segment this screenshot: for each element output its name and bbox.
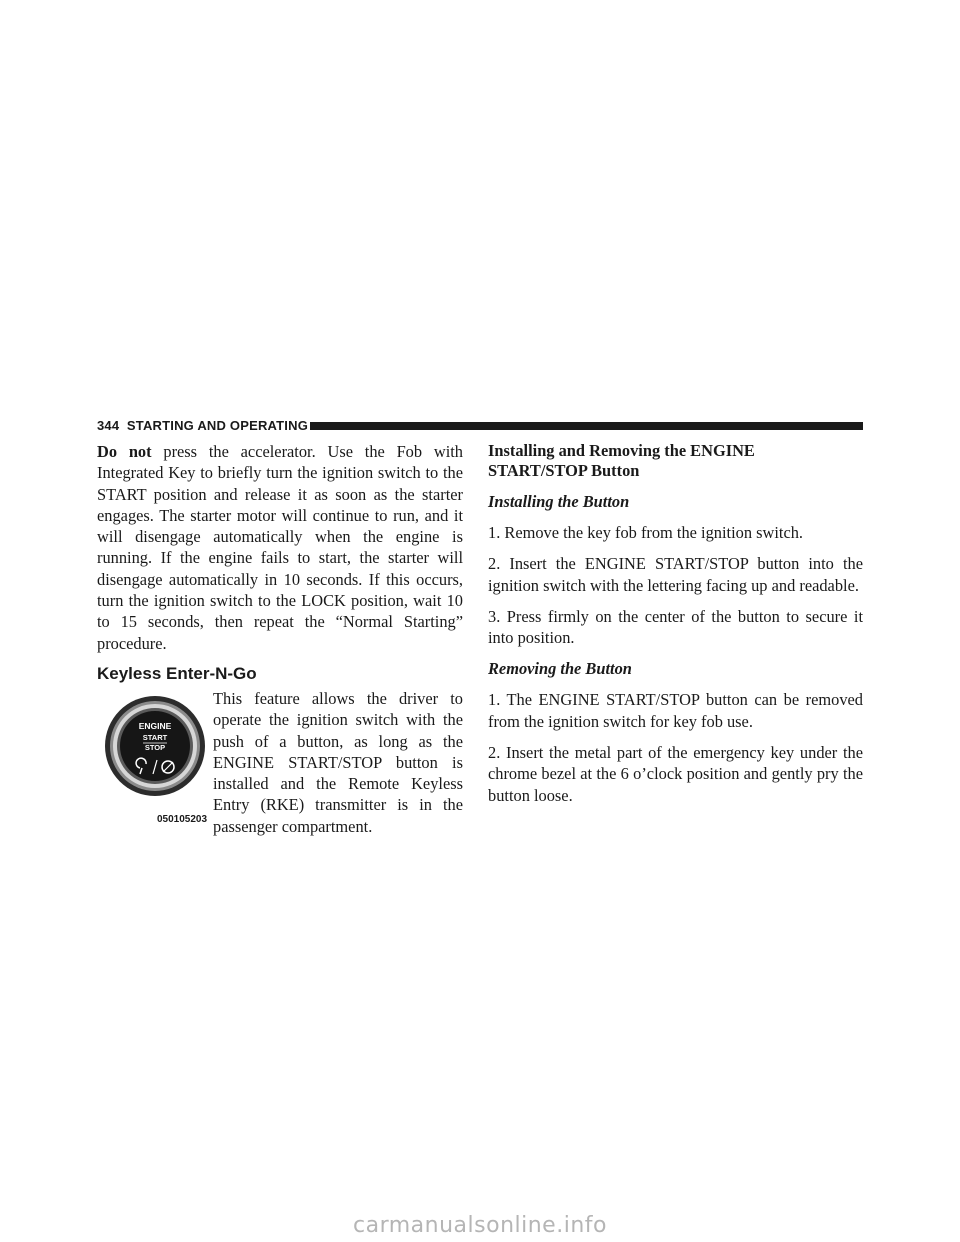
install-remove-heading: Installing and Removing the ENGINE START/STOP Button	[488, 441, 755, 480]
removing-step: 2. Insert the metal part of the emergency key under the chrome bezel at the 6 o’clock position and gently pry the button loose.	[488, 743, 863, 805]
button-label-start: START	[142, 732, 168, 742]
keyless-feature	[97, 688, 463, 838]
button-label-engine: ENGINE	[138, 720, 172, 731]
engine-start-stop-button-image	[97, 688, 213, 818]
installing-subheading: Installing the Button	[488, 492, 630, 511]
intro-paragraph	[97, 441, 463, 654]
keyless-heading: Keyless Enter-N-Go	[97, 663, 257, 683]
removing-step: 1. The ENGINE START/STOP button can be removed from the ignition switch for key fob use.	[488, 690, 863, 731]
watermark: carmanualsonline.info	[353, 1213, 607, 1238]
page-number: 344	[97, 418, 120, 433]
figure-caption: 050105203	[157, 813, 208, 825]
right-column	[488, 441, 863, 816]
page-header-text	[97, 419, 308, 433]
removing-subheading: Removing the Button	[488, 659, 632, 679]
intro-bold: Do not	[97, 442, 152, 461]
intro-text: press the accelerator. Use the Fob with Integrated Key to briefly turn the ignition switch to the START position and release it as soon as the starter engages. The starter motor will continue to run, and it will disengage automatically when the engine is running. If the engine fails to start, the starter will disengage automatically in 10 seconds. If this occurs, turn the ignition switch to the LOCK position, wait 10 to 15 seconds, then repeat the “Normal Starting” procedure.	[97, 442, 463, 653]
keyless-description: This feature allows the driver to operate the ignition switch with the push of a button, as long as the ENGINE START/STOP button is installed and the Remote Keyless Entry (RKE) transmitter is in the passenger compartment.	[213, 688, 463, 836]
installing-step: 1. Remove the key fob from the ignition switch.	[488, 523, 804, 542]
header-rule	[310, 422, 863, 430]
installing-step: 3. Press firmly on the center of the button to secure it into position.	[488, 606, 863, 648]
installing-step: 2. Insert the ENGINE START/STOP button into the ignition switch with the lettering facing up and readable.	[488, 554, 863, 595]
page-header	[97, 419, 863, 433]
left-column	[97, 441, 463, 838]
section-title: STARTING AND OPERATING	[126, 418, 309, 433]
button-label-stop: STOP	[144, 742, 166, 752]
